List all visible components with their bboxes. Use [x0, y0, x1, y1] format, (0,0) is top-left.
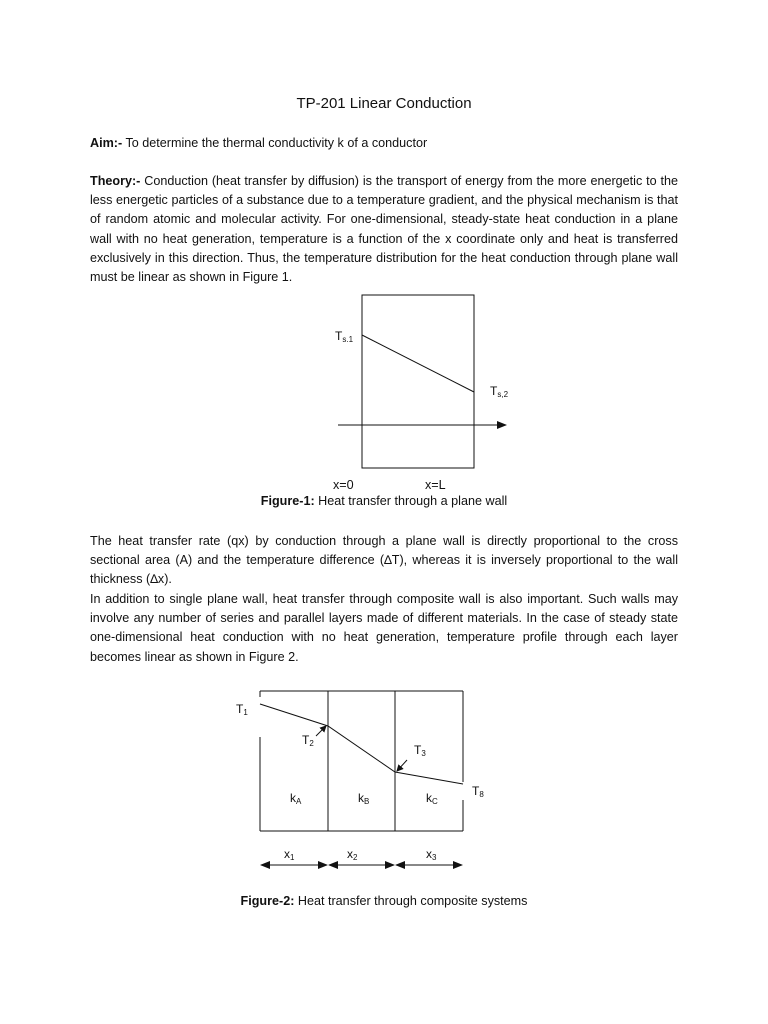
temperature-profile-line [362, 335, 474, 392]
kc-label: kC [426, 791, 438, 806]
composite-wall-paragraph: In addition to single plane wall, heat transfer through composite wall is also important. Such walls may involve any number of series and parallel layers made of different materials. In the case of steady state one-dimensional heat conduction with no heat generation, temperature profile through each layer becomes linear as shown in Figure 2. [90, 592, 678, 664]
theory-label: Theory:- [90, 174, 141, 188]
theory-text: Conduction (heat transfer by diffusion) is the transport of energy from the more energetic to the less energetic particles of a substance due to a temperature gradient, and the physical mechanism is that of random atomic and molecular activity. For one-dimensional, steady-state heat conduction in a plane wall with no heat generation, temperature is a function of the x coordinate only and heat is transferred exclusively in this direction. Thus, the temperature distribution for the heat conduction through plane wall must be linear as shown in Figure 1. [90, 174, 678, 285]
ts1-label: Ts.1 [335, 329, 354, 344]
ka-label: kA [290, 791, 302, 806]
plane-wall [362, 295, 474, 468]
figure-2-caption [0, 894, 768, 908]
kb-label: kB [358, 791, 370, 806]
figure-1-caption [0, 494, 768, 508]
x0-label: x=0 [333, 478, 354, 492]
figure-1-caption-label: Figure-1: [260, 494, 315, 508]
xL-label: x=L [425, 478, 446, 492]
x1-label: x1 [284, 847, 295, 862]
x2-label: x2 [347, 847, 358, 862]
page-title: TP-201 Linear Conduction [296, 95, 472, 112]
t3-label: T3 [414, 743, 426, 758]
heat-rate-paragraph: The heat transfer rate (qx) by conduction through a plane wall is directly proportional to the cross sectional area (A) and the temperature difference (∆T), whereas it is inversely proportional to the wall thickness (∆x). [90, 534, 678, 587]
aim-text: To determine the thermal conductivity k of a conductor [122, 136, 428, 150]
t8-label: T8 [472, 784, 484, 799]
t1-label: T1 [236, 702, 248, 717]
figure-1 [333, 295, 509, 492]
aim-label: Aim:- [90, 136, 123, 150]
t3-pointer-arrow [397, 760, 407, 771]
t2-pointer-arrow [316, 726, 326, 736]
figure-2-caption-text: Heat transfer through composite systems [294, 894, 528, 908]
ts2-label: Ts,2 [490, 384, 509, 399]
figure-1-caption-text: Heat transfer through a plane wall [314, 494, 508, 508]
figure-2-caption-label: Figure-2: [240, 894, 295, 908]
x3-label: x3 [426, 847, 437, 862]
t2-label: T2 [302, 733, 314, 748]
figure-2 [236, 691, 484, 865]
composite-temperature-profile [260, 704, 463, 784]
